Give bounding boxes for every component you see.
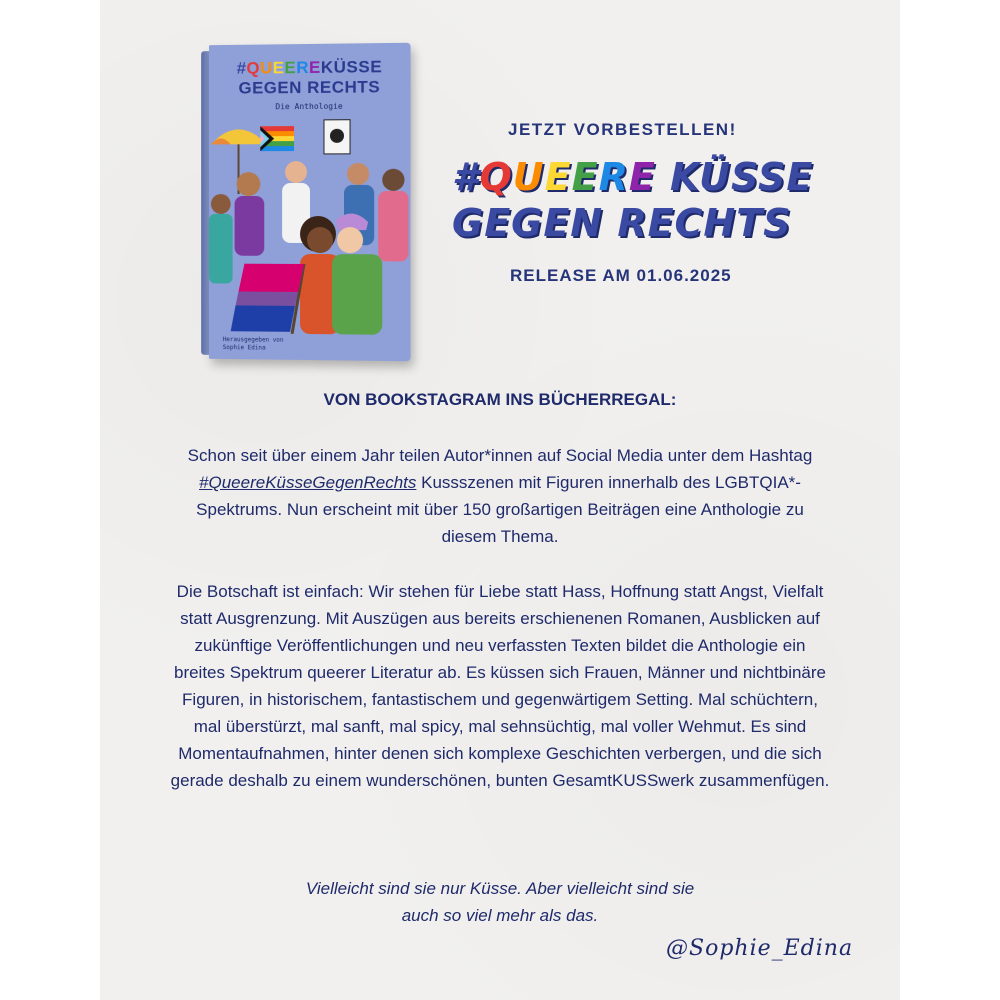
author-signature: @Sophie_Edina [666,936,854,961]
headline-char: E [571,155,599,199]
section-title: VON BOOKSTAGRAM INS BÜCHERREGAL: [323,390,677,409]
book-front [209,43,411,362]
headline-char: E [544,155,572,199]
cover-illustration [209,113,411,335]
closing-quote-line2: auch so viel mehr als das. [401,906,599,925]
paragraph-intro [170,442,830,550]
paragraph-intro-start: Schon seit über einem Jahr teilen Autor*innen auf Social Media unter dem Hashtag [187,446,813,465]
headline-char: R [598,155,629,199]
cover-title-char: # [236,58,247,78]
headline-char: # [452,155,480,199]
poster-page [100,0,900,1000]
preorder-label: JETZT VORBESTELLEN! [508,120,737,139]
paragraph-intro-end: Kussszenen mit Figuren innerhalb des LGBTQIA*-Spektrums. Nun erscheint mit über 150 großartigen Beiträgen eine Anthologie zu diesem Thema. [196,473,804,546]
cover-title-char: Q [246,58,261,78]
cover-title-char: E [284,58,297,78]
cover-editor-line1: Herausgegeben von [222,336,284,344]
cover-title-char: KÜSSE [320,57,383,77]
hashtag-link[interactable]: #QueereKüsseGegenRechts [199,473,417,492]
cover-title-char: U [260,58,273,78]
cover-title-char: R [296,57,310,78]
headline-line2: GEGEN RECHTS [452,201,792,245]
headline-title [452,154,832,246]
cover-subtitle: Die Anthologie [275,101,343,112]
closing-quote-line1: Vielleicht sind sie nur Küsse. Aber vielleicht sind sie [305,879,695,898]
cover-title-char: E [272,58,285,78]
headline-char: U [512,155,545,199]
headline-line1 [452,155,813,199]
headline-char: KÜSSE [655,155,814,199]
cover-title-line2: GEGEN RECHTS [238,77,381,98]
paragraph-message: Die Botschaft ist einfach: Wir stehen für Liebe statt Hass, Hoffnung statt Angst, Vielfalt statt Ausgrenzung. Mit Auszügen aus bereits erschienenen Romanen, Ausblicken auf zukünftige Veröffentlichungen und neu verfassten Texten bildet die Anthologie ein breites Spektrum queerer Literatur ab. Es küssen sich Frauen, Männer und nichtbinäre Figuren, in historischem, fantastischem und gegenwärtigem Setting. Mal schüchtern, mal überstürzt, mal sanft, mal spicy, mal sehnsüchtig, mal voller Wehmut. Es sind Momentaufnahmen, hinter denen sich komplexe Geschichten verbergen, und die sich gerade deshalb zu einem wunderschönen, bunten GesamtKUSSwerk zusammenfügen. [170,582,830,790]
headline-char: Q [479,155,513,199]
cover-title-char: E [309,57,321,77]
release-date: RELEASE AM 01.06.2025 [510,266,732,285]
cover-title [209,57,411,99]
cover-editor-line2: Sophie Edina [222,344,266,352]
book-cover-image [201,43,414,362]
closing-quote [220,875,780,929]
headline-char: E [628,155,656,199]
cover-title-line1 [209,57,411,79]
cover-editor [223,336,284,353]
